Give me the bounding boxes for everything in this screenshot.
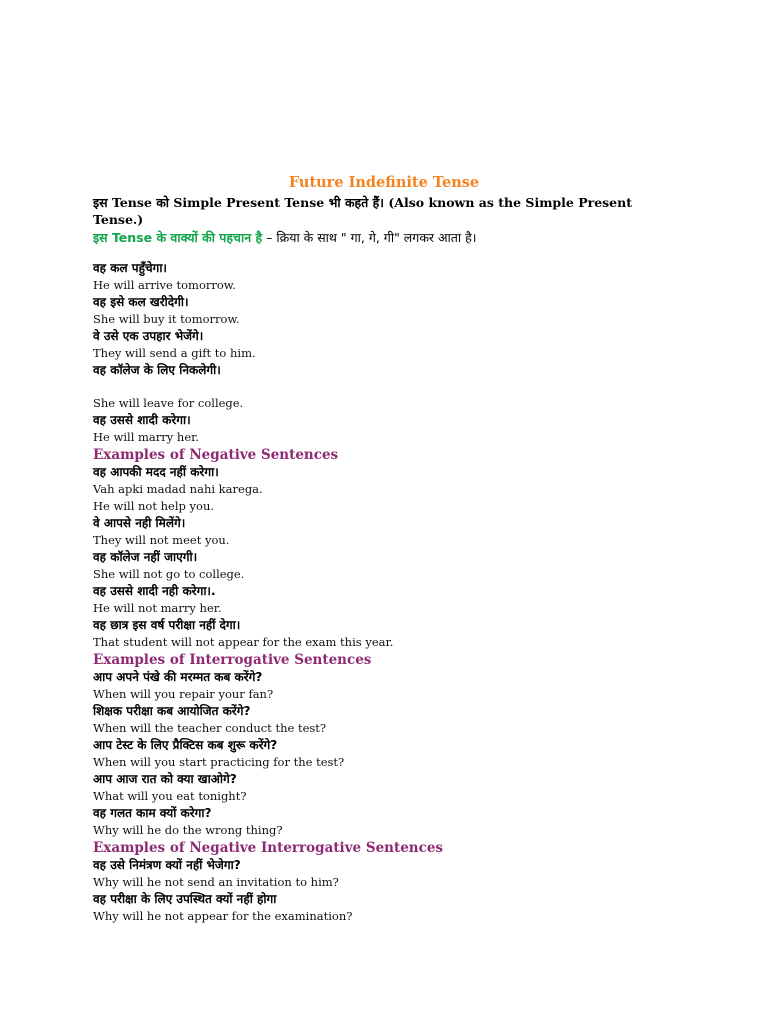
example-hindi: आप आज रात को क्या खाओगे? [93,772,237,786]
section-heading-negative-interrogative: Examples of Negative Interrogative Sentences [93,840,444,856]
example-english: That student will not appear for the exam this year. [93,635,394,649]
example-hindi: वह गलत काम क्यों करेगा? [93,806,212,820]
example-english: Why will he not send an invitation to him? [93,875,339,889]
example-english: He will not marry her. [93,601,222,615]
example-hindi: वे आपसे नही मिलेंगे। [93,516,186,530]
example-english: Why will he do the wrong thing? [93,823,283,837]
example-english: When will you start practicing for the test? [93,755,345,769]
identification-rule-text: – क्रिया के साथ " गा, गे, गी" लगकर आता है। [262,230,477,245]
example-hindi: वह इसे कल खरीदेगी। [93,295,189,309]
section-heading-interrogative: Examples of Interrogative Sentences [93,652,372,668]
example-hindi: वह उससे शादी नही करेगा।. [93,584,216,598]
example-english: She will not go to college. [93,567,245,581]
example-hindi: शिक्षक परीक्षा कब आयोजित करेंगे? [93,704,251,718]
example-romanized: Vah apki madad nahi karega. [93,482,263,496]
spacer [93,379,693,395]
example-hindi: आप अपने पंखे की मरम्मत कब करेंगे? [93,670,263,684]
section-heading-negative: Examples of Negative Sentences [93,447,339,463]
identification-rule [93,229,673,246]
example-english: When will you repair your fan? [93,687,274,701]
example-hindi: वह आपकी मदद नहीं करेगा। [93,465,219,479]
example-english: When will the teacher conduct the test? [93,721,327,735]
example-english: What will you eat tonight? [93,789,247,803]
example-english: They will send a gift to him. [93,346,256,360]
example-hindi: आप टेस्ट के लिए प्रैक्टिस कब शुरू करेंगे? [93,738,278,752]
example-hindi: वह उससे शादी करेगा। [93,413,191,427]
example-english: Why will he not appear for the examination? [93,909,353,923]
example-hindi: वह कल पहुँचेगा। [93,261,167,275]
example-hindi: वह कॉलेज नहीं जाएगी। [93,550,198,564]
document-body [93,260,693,925]
example-english: He will arrive tomorrow. [93,278,236,292]
example-hindi: वह छात्र इस वर्ष परीक्षा नहीं देगा। [93,618,241,632]
example-english: He will marry her. [93,430,200,444]
example-hindi: वह परीक्षा के लिए उपस्थित क्यों नहीं होगा [93,892,277,906]
intro-text: इस Tense को Simple Present Tense भी कहते हैं। (Also known as the Simple Present Tense.) [93,195,633,227]
example-english: She will buy it tomorrow. [93,312,240,326]
example-hindi: वह उसे निमंत्रण क्यों नहीं भेजेगा? [93,858,241,872]
example-english: She will leave for college. [93,396,244,410]
page-title: Future Indefinite Tense [288,174,480,191]
identification-label: इस Tense के वाक्यों की पहचान है [93,230,263,245]
example-english: He will not help you. [93,499,215,513]
example-hindi: वे उसे एक उपहार भेजेंगे। [93,329,204,343]
example-hindi: वह कॉलेज के लिए निकलेगी। [93,363,221,377]
example-english: They will not meet you. [93,533,230,547]
